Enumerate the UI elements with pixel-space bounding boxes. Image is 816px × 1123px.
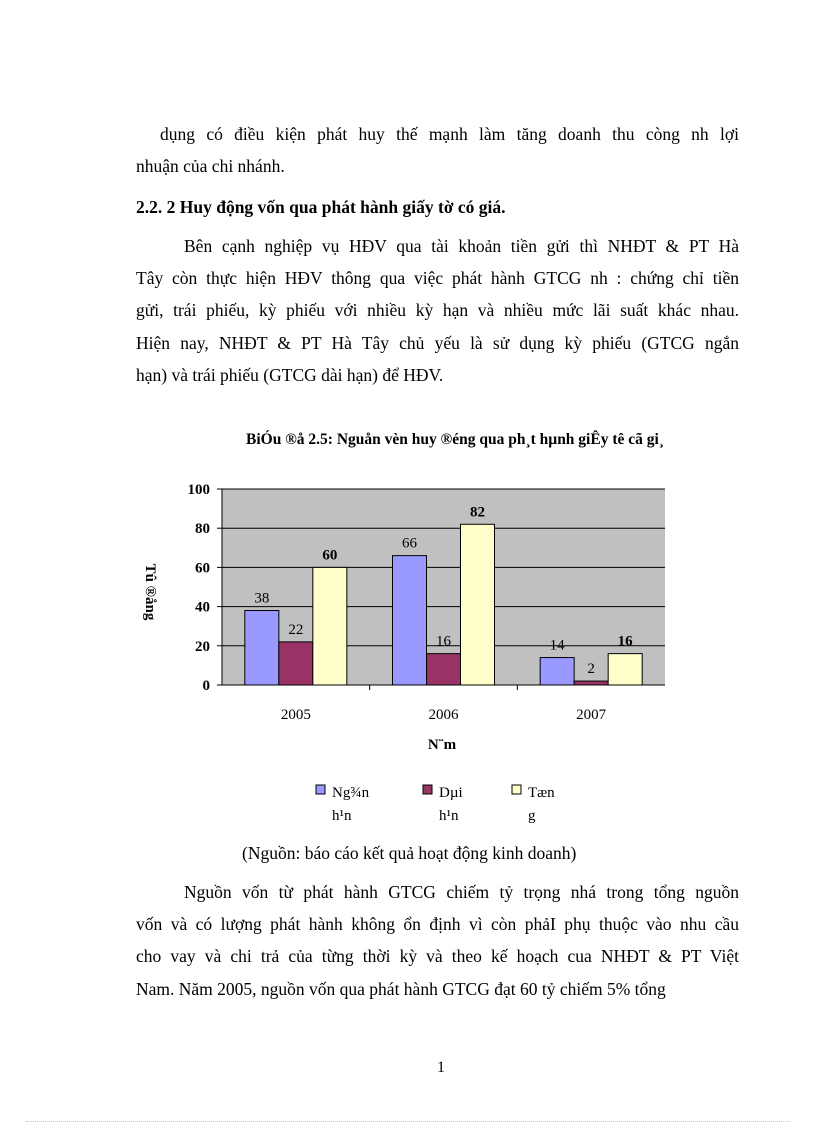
legend-label-0-line-1: h¹n (332, 808, 352, 824)
x-tick-label-2005: 2005 (280, 707, 311, 723)
data-label-2005-series-2: 60 (322, 547, 338, 564)
y-tick-label-60: 60 (195, 560, 210, 577)
source-note: (Nguồn: báo cáo kết quả hoạt động kinh doanh) (242, 843, 577, 863)
paragraph-2-line-4: Hiện nay, NHĐT & PT Hà Tây chủ yếu là sử dụng kỳ phiếu (GTCG ngắn (136, 333, 739, 353)
paragraph-1-line-1: dụng có điều kiện phát huy thế mạnh làm tăng doanh thu còng nh lợi (160, 124, 739, 144)
bar-2005-series-0 (245, 611, 279, 685)
legend-swatch-2 (512, 785, 521, 794)
y-tick-label-0: 0 (202, 678, 210, 694)
page-bottom-border (26, 1121, 790, 1122)
paragraph-3-line-2: vốn và có lượng phát hành không ổn định vì còn phảI phụ thuộc vào nhu cầu (136, 914, 739, 934)
y-tick-label-80: 80 (195, 521, 210, 538)
section-heading: 2.2. 2 Huy động vốn qua phát hành giấy tờ có giá. (136, 197, 506, 217)
legend (316, 785, 555, 824)
legend-label-2-line-0: Tæn (528, 785, 555, 801)
y-tick-label-20: 20 (195, 638, 210, 655)
data-label-2006-series-0: 66 (402, 535, 417, 552)
bar-2006-series-0 (393, 556, 427, 685)
data-label-2005-series-0: 38 (254, 590, 270, 607)
bar-2007-series-2 (608, 654, 642, 685)
legend-label-0-line-0: Ng¾n (332, 785, 370, 801)
data-label-2007-series-2: 16 (617, 633, 633, 650)
paragraph-1-line-2: nhuận của chi nhánh. (136, 156, 285, 176)
x-tick-label-2006: 2006 (428, 707, 459, 723)
y-tick-label-40: 40 (195, 599, 210, 616)
legend-label-2-line-1: g (528, 808, 536, 824)
bar-2005-series-2 (313, 567, 347, 685)
bar-2006-series-2 (461, 524, 495, 685)
bar-2007-series-0 (540, 658, 574, 685)
data-label-2007-series-0: 14 (549, 637, 565, 654)
page-number: 1 (437, 1059, 445, 1076)
legend-swatch-0 (316, 785, 325, 794)
paragraph-3-line-1: Nguồn vốn từ phát hành GTCG chiếm tỷ trọng nhá trong tổng nguồn (184, 882, 739, 902)
legend-label-1-line-1: h¹n (439, 808, 459, 824)
legend-label-1-line-0: Dµi (439, 785, 463, 801)
bar-2006-series-1 (427, 654, 461, 685)
paragraph-3-line-4: Nam. Năm 2005, nguồn vốn qua phát hành GTCG đạt 60 tỷ chiếm 5% tổng (136, 979, 666, 999)
data-label-2006-series-1: 16 (436, 633, 451, 650)
x-tick-label-2007: 2007 (576, 707, 607, 723)
paragraph-2-line-2: Tây còn thực hiện HĐV thông qua việc phát hành GTCG nh : chứng chỉ tiền (136, 268, 739, 288)
y-axis-ticks (188, 482, 223, 694)
y-tick-label-100: 100 (187, 482, 210, 498)
bar-2007-series-1 (574, 681, 608, 685)
x-axis-label: N¨m (427, 737, 457, 753)
chart-title: BiÓu ®å 2.5: Nguån vèn huy ®éng qua ph¸t hµnh giÊy tê cã gi¸ (246, 431, 664, 448)
paragraph-2-line-5: hạn) và trái phiếu (GTCG dài hạn) để HĐV. (136, 365, 444, 385)
bar-2005-series-1 (279, 642, 313, 685)
x-axis-ticks (281, 685, 607, 723)
data-label-2006-series-2: 82 (470, 504, 485, 521)
paragraph-2-line-3: gửi, trái phiếu, kỳ phiếu với nhiều kỳ hạn và nhiều mức lãi suất khác nhau. (136, 300, 739, 320)
legend-swatch-1 (423, 785, 432, 794)
data-label-2005-series-1: 22 (288, 621, 304, 638)
y-axis-label: Tû ®ång (142, 563, 158, 621)
paragraph-2-line-1: Bên cạnh nghiệp vụ HĐV qua tài khoản tiền gửi thì NHĐT & PT Hà (184, 236, 739, 256)
paragraph-3-line-3: cho vay và chi trả của từng thời kỳ và theo kế hoạch cua NHĐT & PT Việt (136, 946, 739, 966)
data-label-2007-series-1: 2 (587, 661, 595, 678)
